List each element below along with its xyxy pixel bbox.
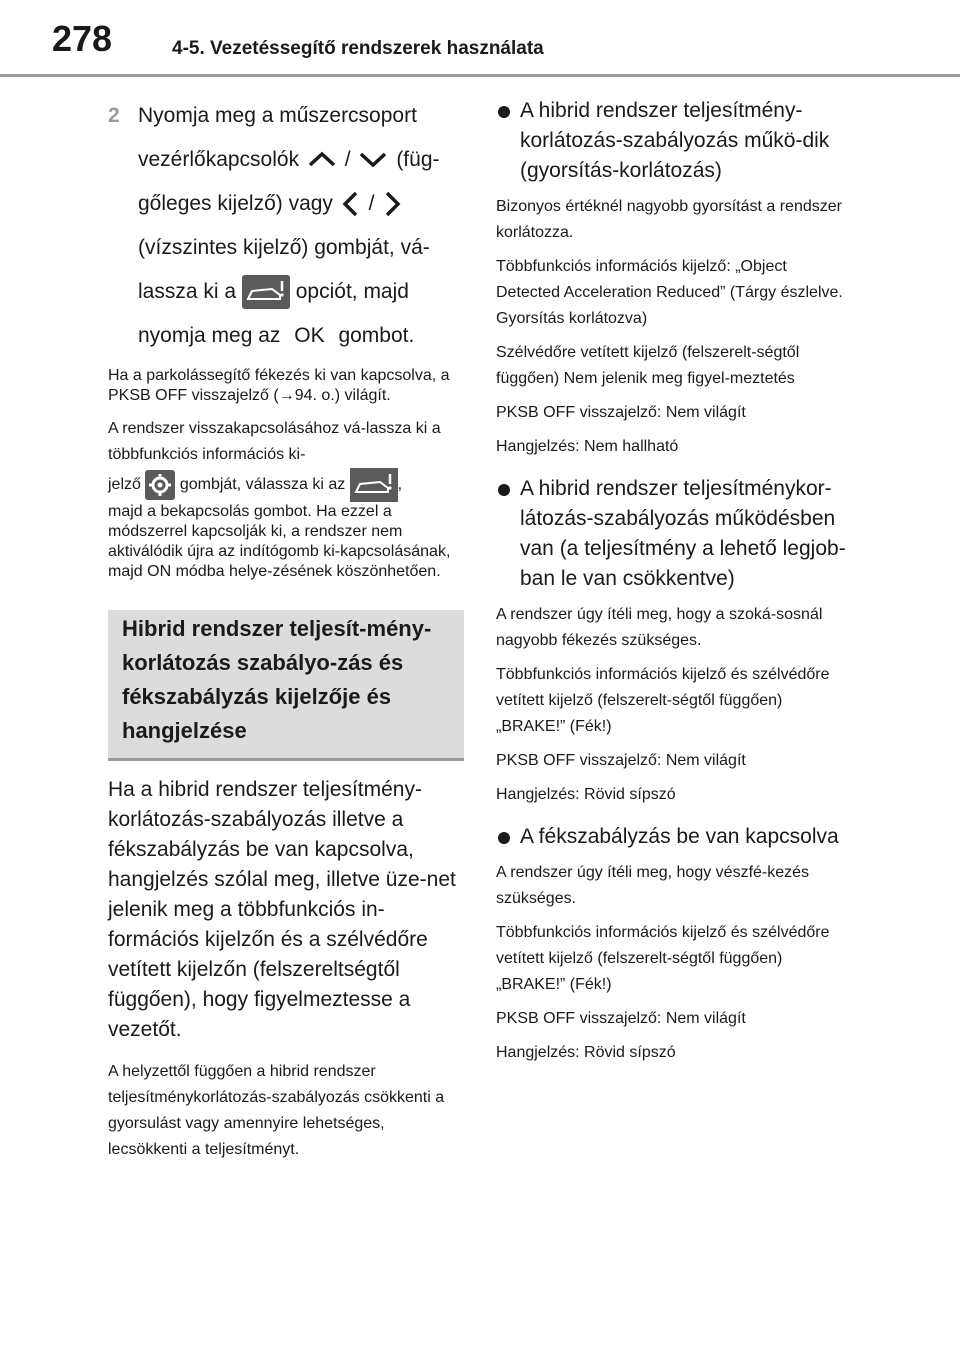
right-column xyxy=(496,90,852,1066)
pksb-car-icon xyxy=(350,468,398,502)
pksb-car-icon xyxy=(242,275,290,309)
header-divider xyxy=(0,74,960,77)
bullet-dot xyxy=(498,484,510,496)
chapter-title: 4-5. Vezetéssegítő rendszerek használata xyxy=(172,38,544,59)
step-text: gombot. xyxy=(338,324,415,347)
page-number: 278 xyxy=(52,18,113,59)
note-text: gombját, válassza ki az xyxy=(179,476,346,494)
bullet-title: A hibrid rendszer teljesítmény-korlátozás-szabályozás műkö-dik (gyorsítás-korlátozás) xyxy=(520,99,830,182)
gear-icon xyxy=(145,470,175,500)
step-text: lassza ki a xyxy=(138,280,237,303)
chevron-up-icon xyxy=(305,149,339,171)
bullet-dot xyxy=(498,832,510,844)
detail-line: Hangjelzés: Rövid sípszó xyxy=(496,1044,676,1061)
bullet-power-reduction xyxy=(496,474,852,594)
detail-line: A rendszer úgy ítéli meg, hogy a szoká-sosnál nagyobb fékezés szükséges. xyxy=(496,606,823,649)
note-reenable xyxy=(108,416,464,582)
detail-line: Szélvédőre vetített kijelző (felszerelt-ségtől függően) Nem jelenik meg figyel-meztetés xyxy=(496,344,800,387)
step-text: gőleges kijelző) vagy xyxy=(138,192,333,215)
step-text-line xyxy=(138,314,464,358)
chevron-left-icon xyxy=(339,189,363,219)
section-heading: Hibrid rendszer teljesít-mény-korlátozás szabályo-zás és fékszabályzás kijelzője és hangjelzése xyxy=(122,616,432,743)
step-text-line xyxy=(138,182,464,226)
bullet-dot xyxy=(498,106,510,118)
step-text-line: Nyomja meg a műszercsoport xyxy=(138,104,417,127)
step-text-line xyxy=(138,270,464,314)
detail-line: Hangjelzés: Rövid sípszó xyxy=(496,786,676,803)
slash: / xyxy=(368,192,375,215)
detail-line: Hangjelzés: Nem hallható xyxy=(496,438,679,455)
note-text: jelző xyxy=(108,476,141,494)
step-text: nyomja meg az xyxy=(138,324,281,347)
bullet-title: A fékszabályzás be van kapcsolva xyxy=(520,825,839,848)
detail-line: PKSB OFF visszajelző: Nem világít xyxy=(496,752,746,769)
slash: / xyxy=(344,148,351,171)
ok-button-symbol: OK xyxy=(294,324,325,347)
bullet-title: A hibrid rendszer teljesítménykor-látozás-szabályozás működésben van (a teljesítmény a lehető legjob-ban le van csökkentve) xyxy=(520,477,846,590)
chevron-down-icon xyxy=(356,149,390,171)
section-heading-box xyxy=(108,610,464,761)
step-2 xyxy=(108,94,464,358)
chevron-right-icon xyxy=(380,189,404,219)
note-text: A rendszer visszakapcsolásához vá-lassza ki a többfunkciós információs ki- xyxy=(108,420,441,463)
detail-line: Többfunkciós információs kijelző és szélvédőre vetített kijelző (felszerelt-ségtől függően) „BRAKE!” (Fék!) xyxy=(496,924,830,993)
page-header xyxy=(0,0,960,82)
detail-line: PKSB OFF visszajelző: Nem világít xyxy=(496,1010,746,1027)
left-column xyxy=(108,94,464,1163)
detail-line: PKSB OFF visszajelző: Nem világít xyxy=(496,404,746,421)
detail-line: Bizonyos értéknél nagyobb gyorsítást a rendszer korlátozza. xyxy=(496,198,842,241)
detail-line: Többfunkciós információs kijelző: „Object Detected Acceleration Reduced” (Tárgy észlelve. Gyorsítás korlátozva) xyxy=(496,258,843,327)
step-text: vezérlőkapcsolók xyxy=(138,148,300,171)
note-text: , xyxy=(397,476,403,494)
section-note: A helyzettől függően a hibrid rendszer teljesítménykorlátozás-szabályozás csökkenti a gyorsulást vagy amennyire lehetséges, lecsökkenti a teljesítményt. xyxy=(108,1063,445,1158)
step-text-line xyxy=(138,138,464,182)
note-pksb-off: Ha a parkolássegítő fékezés ki van kapcsolva, a PKSB OFF visszajelző (→94. o.) világít. xyxy=(108,367,450,404)
bullet-brake-control xyxy=(496,822,852,852)
step-text: (füg- xyxy=(396,148,440,171)
bullet-acceleration-limit xyxy=(496,96,852,186)
step-number: 2 xyxy=(108,104,120,127)
step-text: opciót, majd xyxy=(295,280,409,303)
detail-line: Többfunkciós információs kijelző és szélvédőre vetített kijelző (felszerelt-ségtől függően) „BRAKE!” (Fék!) xyxy=(496,666,830,735)
detail-line: A rendszer úgy ítéli meg, hogy vészfé-kezés szükséges. xyxy=(496,864,810,907)
step-text-line: (vízszintes kijelző) gombját, vá- xyxy=(138,236,430,259)
note-text: majd a bekapcsolás gombot. Ha ezzel a módszerrel kapcsolják ki, a rendszer nem aktiválódik újra az indítógomb ki-kapcsolásának, majd ON módba helye-zésének köszönhetően. xyxy=(108,503,451,580)
section-body: Ha a hibrid rendszer teljesítmény-korlátozás-szabályozás illetve a fékszabályzás be van kapcsolva, hangjelzés szólal meg, illetve üze-net jelenik meg a többfunkciós in-formációs kijelzőn és a szélvédőre vetített kijelzőn (felszereltségtől függően), hogy figyelmeztesse a vezetőt. xyxy=(108,778,456,1041)
